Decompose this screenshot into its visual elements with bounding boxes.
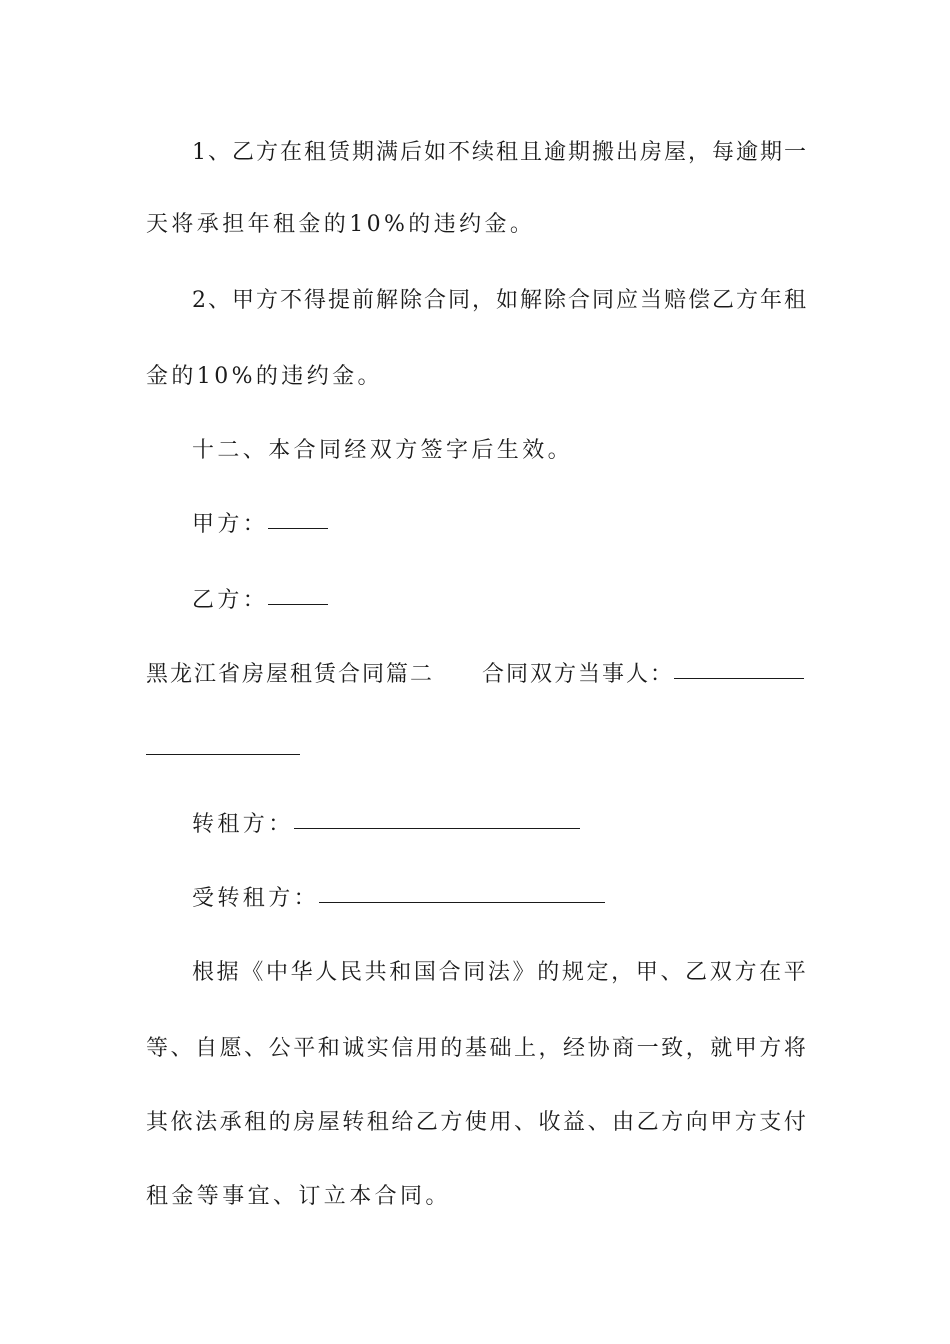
glyph: 方: [661, 1110, 684, 1135]
glyph: 除: [543, 288, 566, 313]
glyph: 年: [759, 288, 782, 313]
glyph: 乙: [636, 1110, 659, 1135]
glyph: 双: [709, 960, 732, 985]
party-b-signature-line: [192, 586, 806, 616]
glyph: 方: [255, 140, 278, 165]
sublessee-blank[interactable]: [319, 882, 605, 903]
glyph: 逾: [735, 140, 758, 165]
glyph: 给: [391, 1110, 414, 1135]
glyph: 合: [567, 288, 590, 313]
glyph: 国: [413, 960, 436, 985]
glyph: 民: [339, 960, 362, 985]
glyph: 依: [170, 1110, 193, 1135]
glyph: 且: [519, 140, 542, 165]
glyph: 后: [399, 140, 422, 165]
glyph: 除: [399, 288, 422, 313]
glyph: 期: [351, 140, 374, 165]
sublessor-blank[interactable]: [294, 808, 580, 829]
sublessee-line: [192, 884, 806, 914]
glyph: 平: [783, 960, 806, 985]
glyph: 方: [255, 288, 278, 313]
section2-heading: 黑龙江省房屋租赁合同篇二: [146, 662, 435, 687]
glyph: 《: [241, 960, 264, 985]
section2-para-line3: [146, 1108, 806, 1138]
glyph: 、: [660, 960, 683, 985]
glyph: 解: [519, 288, 542, 313]
glyph: 、: [587, 1110, 610, 1135]
glyph: 协: [587, 1036, 610, 1061]
glyph: 租: [303, 140, 326, 165]
glyph: 合: [438, 960, 461, 985]
glyph: 应: [615, 288, 638, 313]
glyph: 信: [391, 1036, 414, 1061]
glyph: 用: [489, 1110, 512, 1135]
clause12-text: 十二、本合同经双方签字后生效。: [192, 438, 574, 463]
glyph: 商: [612, 1036, 635, 1061]
sublessor-label: 转租方：: [192, 812, 294, 837]
glyph: ，: [611, 960, 634, 985]
glyph: 如: [423, 140, 446, 165]
glyph: 、: [170, 1036, 193, 1061]
glyph: 搬: [591, 140, 614, 165]
glyph: 由: [612, 1110, 635, 1135]
glyph: 在: [759, 960, 782, 985]
glyph: 在: [279, 140, 302, 165]
glyph: 期: [567, 140, 590, 165]
glyph: 不: [279, 288, 302, 313]
party-b-label: 乙方：: [192, 588, 269, 613]
glyph: 期: [759, 140, 782, 165]
section2-para-line2: [146, 1034, 806, 1064]
clause11-item2-line2: 金的10%的违约金。: [146, 364, 383, 389]
glyph: 方: [440, 1110, 463, 1135]
glyph: 上: [513, 1036, 536, 1061]
glyph: 合: [423, 288, 446, 313]
glyph: 1: [192, 140, 206, 165]
glyph: 屋: [663, 140, 686, 165]
glyph: 出: [615, 140, 638, 165]
parties-blank-2[interactable]: [146, 734, 300, 755]
glyph: 收: [538, 1110, 561, 1135]
clause11-item1-line1: [192, 138, 806, 168]
glyph: 愿: [219, 1036, 242, 1061]
glyph: 平: [293, 1036, 316, 1061]
glyph: 房: [639, 140, 662, 165]
glyph: 、: [207, 288, 230, 313]
parties-label: 合同双方当事人：: [482, 662, 675, 687]
glyph: 赔: [663, 288, 686, 313]
glyph: 租: [783, 288, 806, 313]
glyph: 付: [783, 1110, 806, 1135]
glyph: 的: [268, 1110, 291, 1135]
party-b-blank[interactable]: [268, 584, 328, 605]
glyph: 致: [661, 1036, 684, 1061]
glyph: 就: [710, 1036, 733, 1061]
glyph: 逾: [543, 140, 566, 165]
section2-para-line1: [192, 958, 806, 988]
glyph: 房: [293, 1110, 316, 1135]
glyph: 解: [375, 288, 398, 313]
party-a-blank[interactable]: [268, 508, 328, 529]
glyph: 的: [537, 960, 560, 985]
parties-blank-1[interactable]: [674, 658, 804, 679]
glyph: 每: [711, 140, 734, 165]
glyph: 租: [366, 1110, 389, 1135]
glyph: 同: [447, 288, 470, 313]
glyph: 方: [734, 1110, 757, 1135]
party-a-signature-line: [192, 510, 806, 540]
glyph: 同: [463, 960, 486, 985]
glyph: 、: [244, 1036, 267, 1061]
glyph: 乙: [231, 140, 254, 165]
glyph: 经: [563, 1036, 586, 1061]
glyph: 、: [513, 1110, 536, 1135]
glyph: ，: [471, 288, 494, 313]
glyph: 承: [219, 1110, 242, 1135]
section2-para-line4: 租金等事宜、订立本合同。: [146, 1184, 451, 1209]
glyph: 础: [489, 1036, 512, 1061]
glyph: 赁: [327, 140, 350, 165]
glyph: 提: [327, 288, 350, 313]
glyph: 乙: [415, 1110, 438, 1135]
glyph: 当: [639, 288, 662, 313]
glyph: 使: [464, 1110, 487, 1135]
glyph: 等: [146, 1036, 169, 1061]
glyph: 公: [268, 1036, 291, 1061]
glyph: 基: [464, 1036, 487, 1061]
glyph: 将: [783, 1036, 806, 1061]
glyph: 和: [317, 1036, 340, 1061]
glyph: 甲: [710, 1110, 733, 1135]
glyph: 乙: [685, 960, 708, 985]
glyph: 诚: [342, 1036, 365, 1061]
glyph: ，: [685, 1036, 708, 1061]
glyph: 满: [375, 140, 398, 165]
glyph: 支: [759, 1110, 782, 1135]
glyph: 甲: [635, 960, 658, 985]
glyph: 法: [487, 960, 510, 985]
glyph: 同: [591, 288, 614, 313]
glyph: 如: [495, 288, 518, 313]
glyph: 华: [290, 960, 313, 985]
sublessor-line: [192, 810, 806, 840]
glyph: 前: [351, 288, 374, 313]
glyph: 2: [192, 288, 206, 313]
glyph: 方: [759, 1036, 782, 1061]
glyph: 偿: [687, 288, 710, 313]
glyph: 实: [366, 1036, 389, 1061]
glyph: 得: [303, 288, 326, 313]
glyph: 用: [415, 1036, 438, 1061]
glyph: 、: [207, 140, 230, 165]
glyph: 的: [440, 1036, 463, 1061]
glyph: 共: [364, 960, 387, 985]
glyph: 》: [512, 960, 535, 985]
glyph: 甲: [734, 1036, 757, 1061]
glyph: 根: [192, 960, 215, 985]
glyph: 定: [586, 960, 609, 985]
glyph: 租: [495, 140, 518, 165]
glyph: 中: [265, 960, 288, 985]
glyph: 自: [195, 1036, 218, 1061]
parties-blank-line-2: [146, 736, 806, 766]
glyph: ，: [538, 1036, 561, 1061]
glyph: 甲: [231, 288, 254, 313]
glyph: 向: [685, 1110, 708, 1135]
glyph: 法: [195, 1110, 218, 1135]
glyph: 一: [636, 1036, 659, 1061]
glyph: 续: [471, 140, 494, 165]
section2-heading-line: [146, 660, 806, 690]
glyph: 据: [216, 960, 239, 985]
glyph: 转: [342, 1110, 365, 1135]
glyph: 规: [561, 960, 584, 985]
glyph: 方: [735, 288, 758, 313]
glyph: 益: [563, 1110, 586, 1135]
party-a-label: 甲方：: [192, 512, 269, 537]
glyph: 不: [447, 140, 470, 165]
sublessee-label: 受转租方：: [192, 886, 320, 911]
clause11-item1-line2: 天将承担年租金的10%的违约金。: [146, 212, 536, 237]
glyph: 方: [734, 960, 757, 985]
glyph: 租: [244, 1110, 267, 1135]
clause11-item2-line1: [192, 286, 806, 316]
glyph: 人: [315, 960, 338, 985]
glyph: 其: [146, 1110, 169, 1135]
glyph: ，: [687, 140, 710, 165]
glyph: 屋: [317, 1110, 340, 1135]
glyph: 一: [783, 140, 806, 165]
glyph: 和: [389, 960, 412, 985]
glyph: 乙: [711, 288, 734, 313]
